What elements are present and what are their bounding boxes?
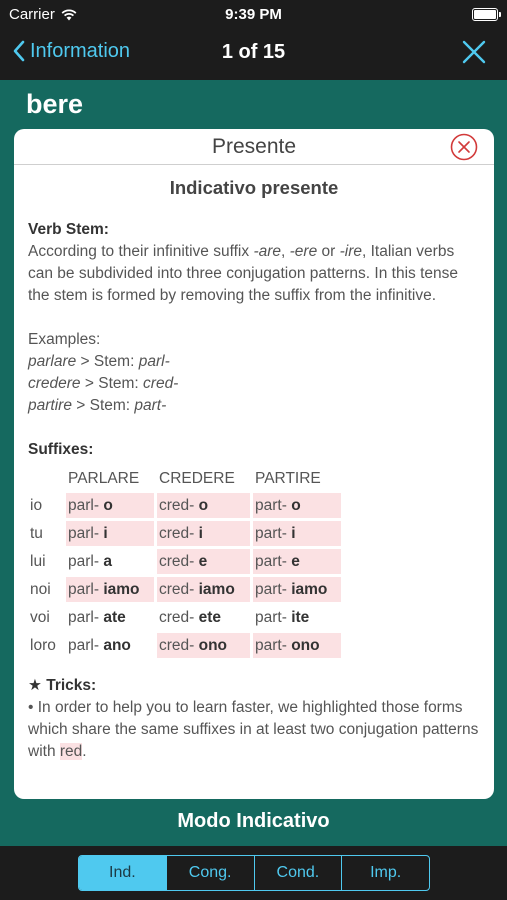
- stem-text-3: or: [317, 243, 340, 260]
- conjugation-cell: [253, 521, 341, 546]
- examples-label: Examples:: [28, 331, 101, 348]
- suffix-part: o: [103, 496, 113, 514]
- conjugation-cell: [66, 521, 154, 546]
- tab-condizionale[interactable]: Cond.: [255, 856, 343, 890]
- stem-part: part-: [255, 580, 292, 598]
- battery-icon: [472, 8, 498, 21]
- pronoun-cell: noi: [30, 580, 51, 598]
- example-row: [28, 395, 480, 417]
- suffix-part: iamo: [291, 580, 328, 598]
- stem-part: cred-: [159, 552, 199, 570]
- conjugation-cell: [66, 549, 154, 574]
- stem-part: part-: [255, 608, 292, 626]
- suffix-part: ano: [103, 636, 131, 654]
- suffix-part: o: [198, 496, 209, 514]
- example-row: [28, 373, 480, 395]
- suffix-ere: -ere: [289, 243, 318, 260]
- carrier-label: Carrier: [9, 6, 55, 23]
- conjugation-cell: [157, 549, 250, 574]
- table-row: [28, 577, 341, 602]
- suffix-part: a: [103, 552, 112, 570]
- stem-part: parl-: [68, 496, 104, 514]
- suffix-part: ono: [291, 636, 320, 654]
- info-card: [14, 129, 494, 799]
- close-circle-icon: [450, 133, 478, 161]
- stem-part: cred-: [159, 524, 199, 542]
- table-row: [28, 549, 341, 574]
- suffixes-label: Suffixes:: [28, 441, 94, 458]
- stem-part: part-: [255, 496, 292, 514]
- tricks-red-word: red: [59, 743, 83, 760]
- tricks-section: [28, 675, 480, 763]
- header-partire: PARTIRE: [255, 470, 321, 487]
- mode-segmented-control: [78, 855, 430, 891]
- stem-part: cred-: [159, 496, 199, 514]
- card-body: [14, 165, 494, 763]
- suffix-are: -are: [253, 243, 282, 260]
- conjugation-cell: [253, 549, 341, 574]
- back-button[interactable]: [12, 39, 130, 63]
- example-mid: > Stem:: [71, 397, 135, 414]
- navigation-bar: [0, 28, 507, 80]
- example-verb: parlare: [28, 353, 77, 370]
- conjugation-table: [28, 465, 341, 661]
- verb-stem-text: [28, 241, 480, 307]
- card-title: Presente: [211, 135, 297, 158]
- suffix-part: i: [291, 524, 296, 542]
- conjugation-cell: [157, 633, 250, 658]
- table-row: [28, 605, 341, 630]
- example-stem: cred-: [143, 375, 179, 392]
- conjugation-cell: [253, 493, 341, 518]
- tab-indicativo[interactable]: Ind.: [79, 856, 167, 890]
- conjugation-cell: [253, 605, 341, 630]
- conjugation-cell: [157, 605, 250, 630]
- tricks-text: [28, 697, 480, 763]
- stem-part: parl-: [68, 552, 104, 570]
- verb-title: bere: [26, 89, 84, 119]
- mode-title: Modo Indicativo: [177, 810, 330, 832]
- header-empty: [28, 468, 66, 490]
- example-row: [28, 351, 480, 373]
- example-verb: partire: [28, 397, 72, 414]
- tricks-label: ★ Tricks:: [28, 677, 97, 694]
- table-row: [28, 521, 341, 546]
- example-stem: part-: [134, 397, 167, 414]
- conjugation-cell: [66, 633, 154, 658]
- suffix-part: ate: [103, 608, 126, 626]
- suffix-part: ite: [291, 608, 310, 626]
- header-parlare: PARLARE: [68, 470, 140, 487]
- suffix-part: ono: [198, 636, 228, 654]
- table-row: [28, 633, 341, 658]
- status-bar: [0, 0, 507, 28]
- pronoun-cell: voi: [30, 608, 50, 626]
- stem-text-4: , Italian verbs can be subdivided into three conjugation patterns. In this tense the stem is formed by removing the suffix from the infinitive.: [28, 243, 458, 304]
- suffix-part: e: [198, 552, 208, 570]
- conjugation-rows: [28, 493, 341, 658]
- pronoun-cell: io: [30, 496, 43, 514]
- stem-part: cred-: [159, 580, 199, 598]
- tricks-end: .: [82, 743, 87, 760]
- chevron-left-icon: [12, 39, 26, 63]
- card-header: [14, 129, 494, 165]
- conjugation-cell: [253, 577, 341, 602]
- suffix-part: e: [291, 552, 300, 570]
- stem-part: parl-: [68, 580, 104, 598]
- suffix-part: i: [103, 524, 108, 542]
- stem-text-1: According to their infinitive suffix: [28, 243, 254, 260]
- stem-text-2: ,: [281, 243, 290, 260]
- stem-part: part-: [255, 524, 292, 542]
- back-label: Information: [30, 39, 131, 62]
- tab-congiuntivo[interactable]: Cong.: [167, 856, 255, 890]
- table-header-row: [28, 468, 341, 490]
- tab-imperativo[interactable]: Imp.: [370, 864, 402, 881]
- stem-part: cred-: [159, 608, 199, 626]
- section-title: Indicativo presente: [169, 177, 339, 198]
- stem-part: parl-: [68, 636, 104, 654]
- example-mid: > Stem:: [80, 375, 144, 392]
- verb-stem-paragraph: [28, 219, 480, 307]
- pronoun-cell: tu: [30, 524, 43, 542]
- example-mid: > Stem:: [76, 353, 139, 370]
- tab-bar: [0, 846, 507, 900]
- suffixes-section: [28, 439, 480, 661]
- close-icon: [461, 39, 487, 65]
- stem-part: part-: [255, 636, 292, 654]
- stem-part: parl-: [68, 524, 104, 542]
- suffix-ire: -ire: [339, 243, 363, 260]
- tricks-body: • In order to help you to learn faster, we highlighted those forms which share the same suffixes in at least two conjugation patterns with: [28, 699, 479, 760]
- close-button[interactable]: [461, 39, 487, 70]
- card-close-button[interactable]: [450, 133, 478, 173]
- pronoun-cell: lui: [30, 552, 46, 570]
- suffix-part: i: [198, 524, 203, 542]
- conjugation-cell: [66, 493, 154, 518]
- conjugation-cell: [66, 605, 154, 630]
- page-counter: 1 of 15: [221, 41, 286, 63]
- table-row: [28, 493, 341, 518]
- stem-part: part-: [255, 552, 292, 570]
- conjugation-cell: [157, 521, 250, 546]
- verb-stem-label: Verb Stem:: [28, 221, 109, 238]
- conjugation-cell: [66, 577, 154, 602]
- example-stem: parl-: [138, 353, 170, 370]
- stem-part: parl-: [68, 608, 104, 626]
- clock: 9:39 PM: [225, 6, 282, 23]
- example-verb: credere: [28, 375, 81, 392]
- suffix-part: iamo: [103, 580, 140, 598]
- conjugation-cell: [157, 577, 250, 602]
- pronoun-cell: loro: [30, 636, 56, 654]
- stem-part: cred-: [159, 636, 199, 654]
- conjugation-cell: [253, 633, 341, 658]
- suffix-part: iamo: [198, 580, 235, 598]
- conjugation-cell: [157, 493, 250, 518]
- suffix-part: o: [291, 496, 301, 514]
- suffix-part: ete: [198, 608, 222, 626]
- header-credere: CREDERE: [159, 470, 235, 487]
- examples: [28, 329, 480, 417]
